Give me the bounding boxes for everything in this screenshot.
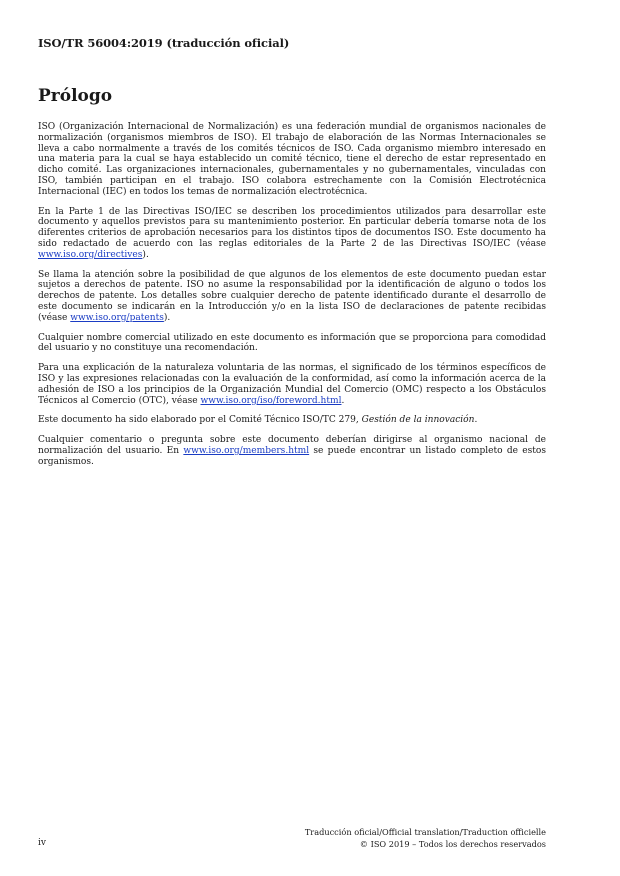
paragraph-text-end: se puede encontrar un listado completo de estos organismos. [38, 445, 547, 467]
document-body [38, 122, 546, 477]
paragraph-iso-federation: ISO (Organización Internacional de Normalización) es una federación mundial de organismos nacionales de normalización (organismos miembros de ISO). El trabajo de elaboración de las Normas Internacionales se lleva a cabo normalmente a través de los comités técnicos de ISO. Cada organismo miembro interesado en una materia para la cual se haya establecido un comité técnico, tiene el derecho de estar representado en dicho comité. Las organizaciones internacionales, gubernamentales y no gubernamentales, vinculadas con ISO, también participan en el trabajo. ISO colabora estrechamente con la Comisión Electrotécnica Internacional (IEC) en todos los temas de normalización electrotécnica. [38, 122, 546, 197]
paragraph-text: Cualquier comentario o pregunta sobre este documento deberían dirigirse al organismo nacional de normalización del usuario. En [38, 435, 546, 456]
paragraph-text: Para una explicación de la naturaleza voluntaria de las normas, el significado de los términos específicos de ISO y las expresiones relacionadas con la evaluación de la conformidad, así como la información acerca de la adhesión de ISO a los principios de la Organización Mundial del Comercio (OMC) respecto a los Obstáculos Técnicos al Comercio (OTC), véase [38, 363, 546, 406]
paragraph-trade-names: Cualquier nombre comercial utilizado en este documento es información que se proporciona para comodidad del usuario y no constituye una recomendación. [38, 332, 546, 354]
paragraph-directives [38, 207, 546, 261]
paragraph-text: Este documento ha sido elaborado por el Comité Técnico ISO/TC 279, [38, 415, 362, 426]
paragraph-feedback [38, 435, 546, 467]
paragraph-committee [38, 415, 546, 426]
paragraph-text-end: . [341, 395, 345, 406]
members-link[interactable]: www.iso.org/members.html [183, 445, 310, 456]
page-number: iv [38, 838, 46, 848]
patents-link[interactable]: www.iso.org/patents [70, 312, 164, 323]
document-header: ISO/TR 56004:2019 (traducción oficial) [38, 36, 290, 50]
paragraph-voluntary-nature [38, 363, 546, 406]
paragraph-text-end: ). [142, 249, 149, 260]
translation-notice: Traducción oficial/Official translation/Traduction officielle [304, 827, 546, 837]
copyright-notice: © ISO 2019 – Todos los derechos reservados [359, 839, 546, 849]
paragraph-text: En la Parte 1 de las Directivas ISO/IEC se describen los procedimientos utilizados para desarrollar este documento y aquellos previstos para su mantenimiento posterior. En particular debería tomarse nota de los diferentes criterios de aprobación necesarios para los distintos tipos de documentos ISO. Este documento ha sido redactado de acuerdo con las reglas editoriales de la Parte 2 de las Directivas ISO/IEC (véase [38, 206, 546, 249]
directives-link[interactable]: www.iso.org/directives [38, 249, 143, 260]
section-title: Prólogo [38, 86, 113, 106]
paragraph-text-end: ). [163, 312, 171, 323]
foreword-link[interactable]: www.iso.org/iso/foreword.html [200, 395, 342, 406]
footer-notice [305, 826, 546, 850]
paragraph-text: Se llama la atención sobre la posibilidad de que algunos de los elementos de este documento puedan estar sujetos a derechos de patente. ISO no asume la responsabilidad por la identificación de alguno o todos los derechos de patente. Los detalles sobre cualquier derecho de patente identificado durante el desarrollo de este documento se indicarán en la Introducción y/o en la lista ISO de declaraciones de patente recibidas (véase [38, 269, 546, 323]
paragraph-patents [38, 270, 546, 324]
paragraph-text-end: . [474, 415, 478, 426]
committee-title: Gestión de la innovación [361, 415, 475, 426]
